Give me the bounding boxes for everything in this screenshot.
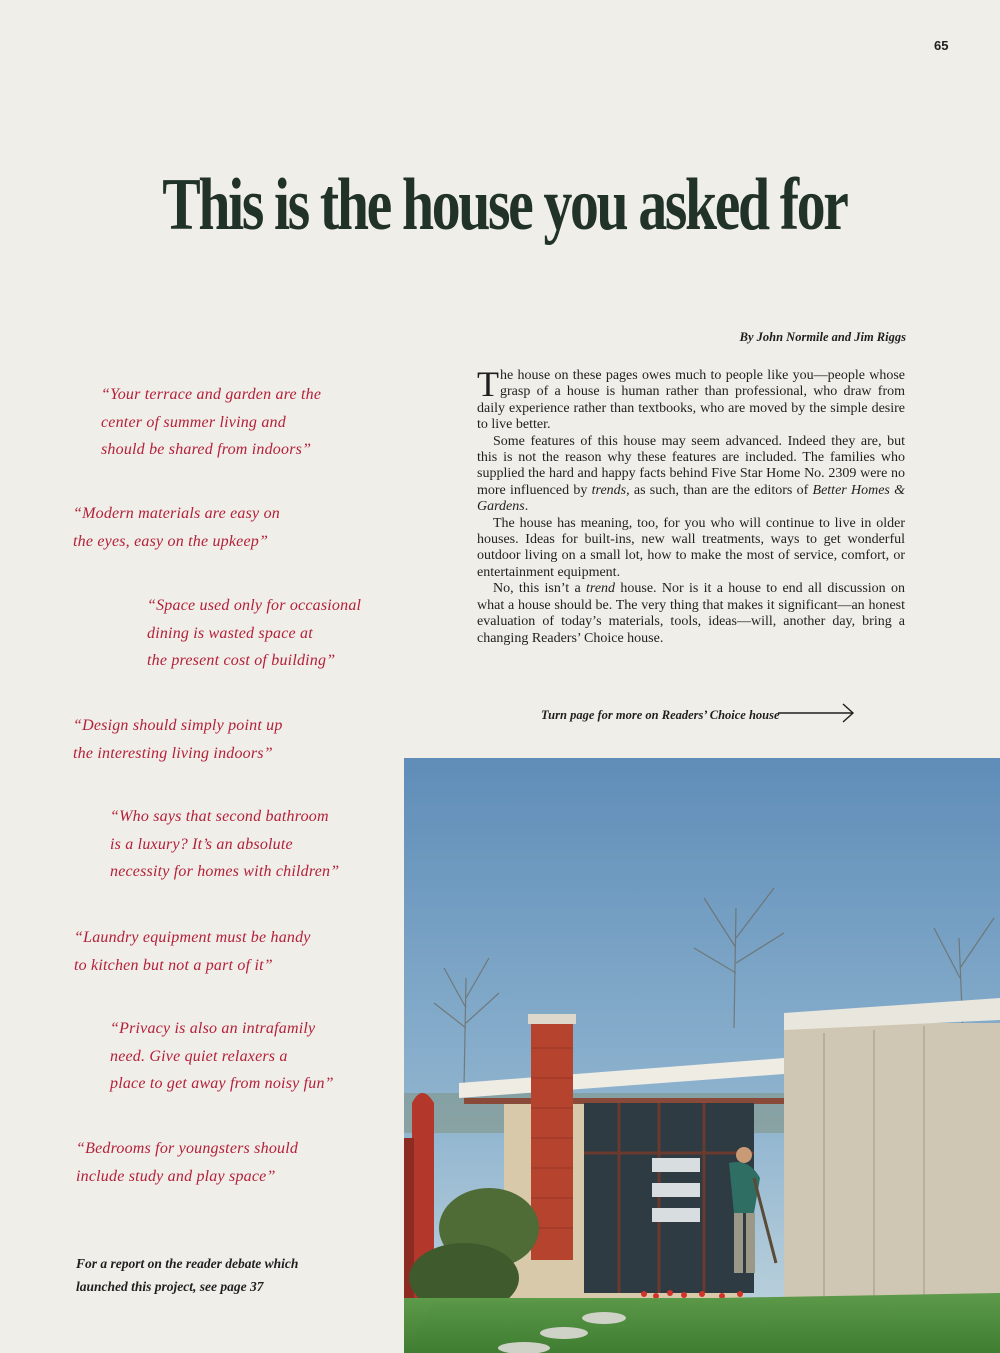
intro-paragraph-3: The house has meaning, too, for you who will continue to live in older houses. Ideas for built-ins, new wall treatments, ways to get wonderful outdoor living on a small lot, how to make the most of service, comfort, or entertainment equipment. [477,515,905,580]
intro-paragraph-4: No, this isn’t a trend house. Nor is it a house to end all discussion on what a house should be. The very thing that makes it significant—an honest evaluation of today’s materials, tools, ideas—will, another day, bring a changing Readers’ Choice house. [477,581,905,646]
quote-terrace-garden: “Your terrace and garden are the center of summer living and should be shared from indoors” [101,386,322,458]
quote-modern-materials: “Modern materials are easy on the eyes, easy on the upkeep” [73,505,280,550]
house-photo [404,758,1000,1353]
quote-bedrooms: “Bedrooms for youngsters should include study and play space” [76,1140,299,1185]
arrow-right-icon [778,702,856,728]
turn-page-link[interactable] [541,702,856,728]
page-number: 65 [934,38,949,53]
quote-privacy: “Privacy is also an intrafamily need. Give quiet relaxers a place to get away from noisy fun” [110,1020,334,1092]
turn-page-label: Turn page for more on Readers’ Choice house [541,707,780,722]
intro-paragraph-2: Some features of this house may seem advanced. Indeed they are, but this is not the reason why these features are included. The families who supplied the hard and happy facts behind Five Star Home No. 2309 were no more influenced by trends, as such, than are the editors of Better Homes & Gardens. [477,433,906,515]
report-note: For a report on the reader debate which launched this project, see page 37 [76,1256,299,1294]
page-title: This is the house you asked for [162,164,847,246]
quote-dining-space: “Space used only for occasional dining is wasted space at the present cost of building” [147,597,362,669]
intro-article [477,364,906,647]
drop-cap: T [477,364,499,404]
quote-second-bathroom: “Who says that second bathroom is a luxury? It’s an absolute necessity for homes with children” [110,808,340,880]
byline: By John Normile and Jim Riggs [739,330,906,344]
quote-laundry: “Laundry equipment must be handy to kitchen but not a part of it” [74,929,311,974]
intro-paragraph-1: The house on these pages owes much to people like you—people whose grasp of a house is human rather than professional, who draw from daily experience rather than textbooks, who are moved by the simple desire to live better. [477,364,905,433]
quote-design: “Design should simply point up the interesting living indoors” [73,717,283,762]
